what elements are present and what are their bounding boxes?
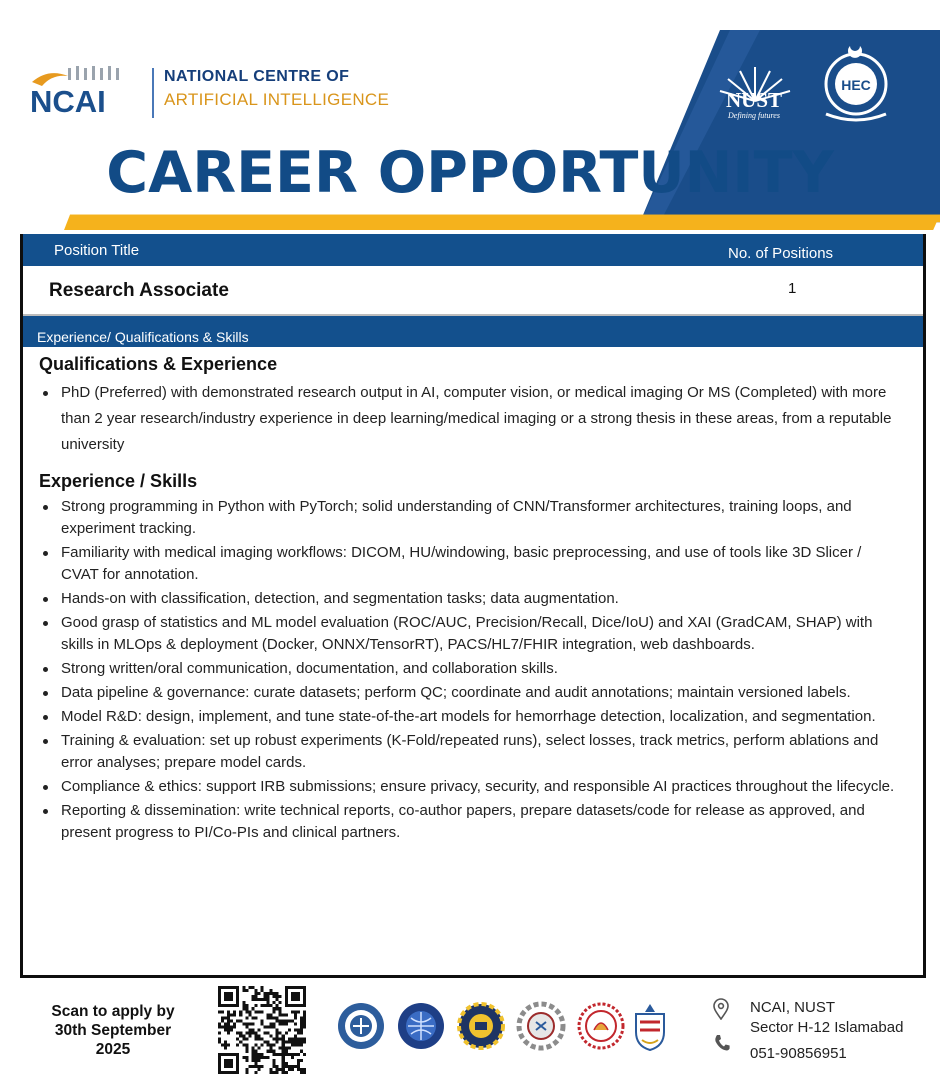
- career-opportunity-title: CAREER OPPORTUNITY: [106, 140, 834, 206]
- list-item: Model R&D: design, implement, and tune state-of-the-art models for hemorrhage detection, localization, and segmentation.: [39, 706, 899, 728]
- svg-text:NCAI: NCAI: [30, 84, 106, 118]
- scan-to-apply-text: Scan to apply by 30th September 2025: [51, 1003, 175, 1058]
- contact-phone-number[interactable]: 051-90856951: [750, 1045, 847, 1062]
- qualifications-list: [39, 380, 909, 458]
- qualifications-section-bar: [23, 314, 923, 347]
- list-item: Familiarity with medical imaging workflows: DICOM, HU/windowing, basic preprocessing, and use of tools like 3D Slicer / CVAT for annotation.: [39, 542, 899, 586]
- list-item: Hands-on with classification, detection, and segmentation tasks; data augmentation.: [39, 588, 899, 610]
- list-item: Data pipeline & governance: curate datasets; perform QC; coordinate and audit annotations; maintain versioned labels.: [39, 682, 899, 704]
- engineering-gear-seal-icon: [456, 1000, 506, 1052]
- location-pin-icon: [712, 998, 730, 1020]
- list-item: Compliance & ethics: support IRB submissions; ensure privacy, security, and responsible AI practices throughout the lifecycle.: [39, 776, 899, 798]
- position-title-value: Research Associate: [49, 280, 229, 301]
- position-title-label: Position Title: [54, 242, 140, 259]
- svg-text:HEC: HEC: [841, 77, 871, 93]
- list-item: Reporting & dissemination: write technical reports, co-author papers, prepare datasets/code for release as approved, and present progress to PI/Co-PIs and clinical partners.: [39, 800, 899, 844]
- positions-count-label: No. of Positions: [728, 245, 834, 262]
- phone-icon: [714, 1034, 730, 1052]
- qualifications-section-label: Experience/ Qualifications & Skills: [37, 329, 249, 345]
- contact-address-line1: NCAI, NUST: [750, 999, 836, 1016]
- list-item: PhD (Preferred) with demonstrated research output in AI, computer vision, or medical imaging Or MS (Completed) with more than 2 year research/industry experience in deep learning/medical imaging or a strong thesis in these areas, from a reputable university: [39, 380, 909, 458]
- nust-logo-tagline: Defining futures: [728, 111, 780, 120]
- punjab-university-crest-icon: [630, 1000, 670, 1052]
- comsats-university-seal-icon: [396, 1000, 446, 1052]
- partner-seal-blue-icon: [336, 1000, 386, 1052]
- university-red-seal-icon: [576, 1000, 626, 1052]
- list-item: Strong programming in Python with PyTorch; solid understanding of CNN/Transformer architectures, training loops, and experiment tracking.: [39, 496, 899, 540]
- list-item: Training & evaluation: set up robust experiments (K-Fold/repeated runs), select losses, track metrics, perform ablations and error analyses; prepare model cards.: [39, 730, 899, 774]
- qr-code-icon[interactable]: [218, 986, 306, 1074]
- positions-count-value: 1: [788, 280, 797, 297]
- list-item: Strong written/oral communication, documentation, and collaboration skills.: [39, 658, 899, 680]
- list-item: Good grasp of statistics and ML model evaluation (ROC/AUC, Precision/Recall, Dice/IoU) and XAI (GradCAM, SHAP) with skills in MLOps & deployment (Docker, ONNX/TensorRT), PACS/HL7/FHIR integration, web dashboards.: [39, 612, 899, 656]
- job-card: [20, 234, 926, 978]
- skills-list: [39, 496, 899, 846]
- skills-heading: Experience / Skills: [39, 471, 198, 491]
- position-header-bar: [23, 234, 923, 266]
- gear-emblem-seal-icon: [516, 1000, 566, 1052]
- ncai-name-line2: ARTIFICIAL INTELLIGENCE: [164, 90, 390, 109]
- nust-logo-name: NUST: [725, 88, 783, 112]
- contact-address-line2: Sector H-12 Islamabad: [750, 1019, 904, 1036]
- qualifications-heading: Qualifications & Experience: [39, 354, 278, 374]
- ncai-name-line1: NATIONAL CENTRE OF: [164, 68, 350, 85]
- hec-emblem-icon: [816, 40, 896, 124]
